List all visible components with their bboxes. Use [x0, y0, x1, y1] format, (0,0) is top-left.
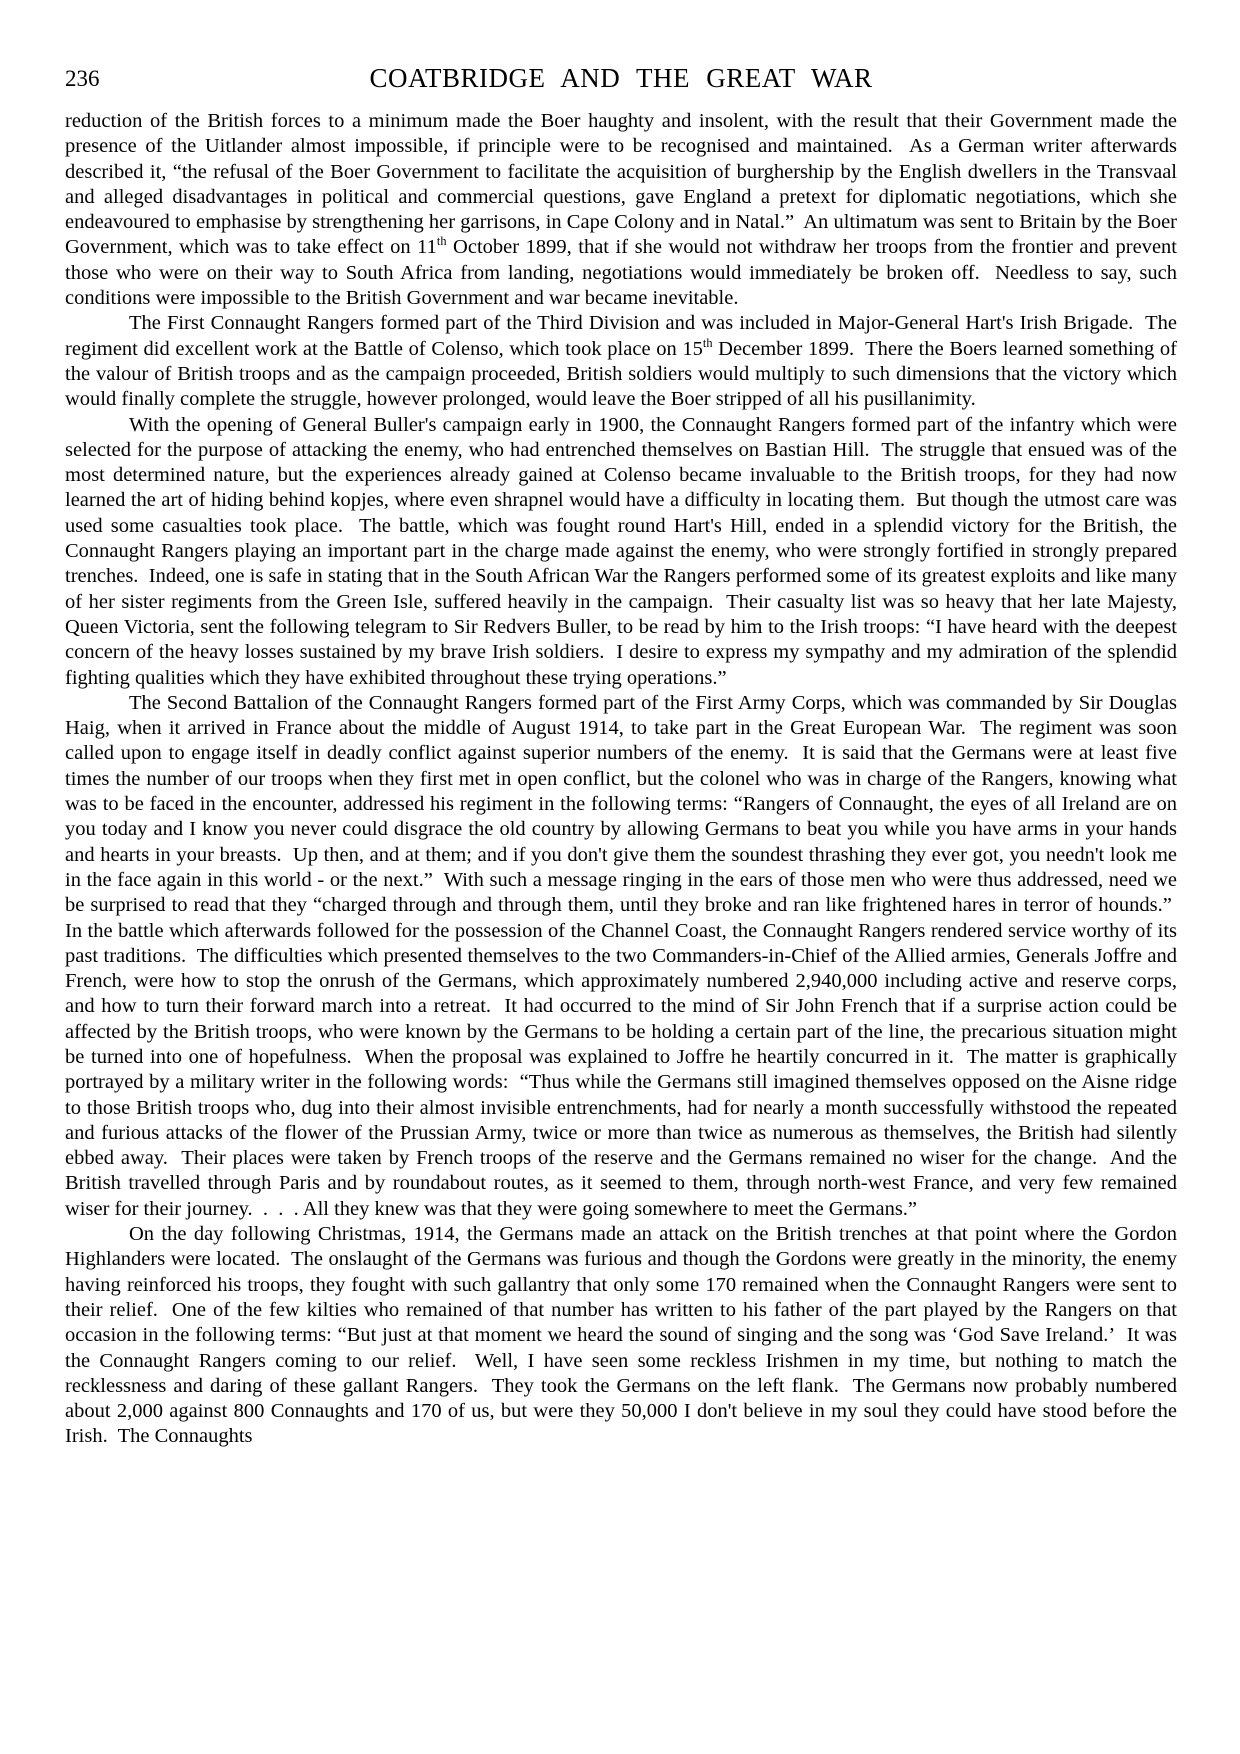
paragraph-text: October 1899, that if she would not withdraw her troops from the frontier and prevent those who were on their way to South Africa from landing, negotiations would immediately be broken off. Needless to say, such conditions were impossible to the British Government and war became inevitable.	[65, 236, 1177, 310]
paragraph	[65, 413, 1177, 691]
paragraph	[65, 311, 1177, 412]
paragraph	[65, 691, 1177, 1222]
page-title: COATBRIDGE AND THE GREAT WAR	[369, 63, 873, 93]
paragraph-text: On the day following Christmas, 1914, the Germans made an attack on the British trenches at that point where the Gordon Highlanders were located. The onslaught of the Germans was furious and though the Gordons were greatly in the minority, the enemy having reinforced his troops, they fought with such gallantry that only some 170 remained when the Connaught Rangers were sent to their relief. One of the few kilties who remained of that number has written to his father of the part played by the Rangers on that occasion in the following terms: “But just at that moment we heard the sound of singing and the song was ‘God Save Ireland.’ It was the Connaught Rangers coming to our relief. Well, I have seen some reckless Irishmen in my time, but nothing to match the recklessness and daring of these gallant Rangers. They took the Germans on the left flank. The Germans now probably numbered about 2,000 against 800 Connaughts and 170 of us, but were they 50,000 I don't believe in my soul they could have stood before the Irish. The Connaughts	[65, 1223, 1177, 1448]
ordinal-superscript: th	[702, 335, 713, 350]
paragraph-text: The First Connaught Rangers formed part of the Third Division and was included in Major-General Hart's Irish Brigade. The regiment did excellent work at the Battle of Colenso, which took place on 15	[65, 312, 1177, 360]
paragraph	[65, 1222, 1177, 1450]
paragraph	[65, 109, 1177, 311]
ordinal-superscript: th	[436, 234, 447, 249]
page-header	[65, 60, 1177, 96]
paragraph-text: December 1899. There the Boers learned something of the valour of British troops and as the campaign proceeded, British soldiers would multiply to such dimensions that the victory which would finally complete the struggle, however prolonged, would leave the Boer stripped of all his pusillanimity.	[65, 337, 1177, 411]
paragraph-text: reduction of the British forces to a minimum made the Boer haughty and insolent, with the result that their Government made the presence of the Uitlander almost impossible, if principle were to be recognised and maintained. As a German writer afterwards described it, “the refusal of the Boer Government to facilitate the acquisition of burghership by the English dwellers in the Transvaal and alleged disadvantages in political and commercial questions, gave England a pretext for diplomatic negotiations, which she endeavoured to emphasise by strengthening her garrisons, in Cape Colony and in Natal.” An ultimatum was sent to Britain by the Boer Government, which was to take effect on 11	[65, 110, 1177, 259]
page-number: 236	[65, 66, 100, 91]
paragraph-text: With the opening of General Buller's campaign early in 1900, the Connaught Rangers formed part of the infantry which were selected for the purpose of attacking the enemy, who had entrenched themselves on Bastian Hill. The struggle that ensued was of the most determined nature, but the experiences already gained at Colenso became invaluable to the British troops, for they had now learned the art of hiding behind kopjes, where even shrapnel would have a difficulty in locating them. But though the utmost care was used some casualties took place. The battle, which was fought round Hart's Hill, ended in a splendid victory for the British, the Connaught Rangers playing an important part in the charge made against the enemy, who were strongly fortified in strongly prepared trenches. Indeed, one is safe in stating that in the South African War the Rangers performed some of its greatest exploits and like many of her sister regiments from the Green Isle, suffered heavily in the campaign. Their casualty list was so heavy that her late Majesty, Queen Victoria, sent the following telegram to Sir Redvers Buller, to be read by him to the Irish troops: “I have heard with the deepest concern of the heavy losses sustained by my brave Irish soldiers. I desire to express my sympathy and my admiration of the splendid fighting qualities which they have exhibited throughout these trying operations.”	[65, 413, 1177, 689]
text-body	[65, 109, 1177, 1450]
paragraph-text: The Second Battalion of the Connaught Rangers formed part of the First Army Corps, which was commanded by Sir Douglas Haig, when it arrived in France about the middle of August 1914, to take part in the Great European War. The regiment was soon called upon to engage itself in deadly conflict against superior numbers of the enemy. It is said that the Germans were at least five times the number of our troops when they first met in open conflict, but the colonel who was in charge of the Rangers, knowing what was to be faced in the encounter, addressed his regiment in the following terms: “Rangers of Connaught, the eyes of all Ireland are on you today and I know you never could disgrace the old country by allowing Germans to beat you while you have arms in your hands and hearts in your breasts. Up then, and at them; and if you don't give them the soundest thrashing they ever got, you needn't look me in the face again in this world - or the next.” With such a message ringing in the ears of those men who were thus addressed, need we be surprised to read that they “charged through and through them, until they broke and ran like frightened hares in terror of hounds.” In the battle which afterwards followed for the possession of the Channel Coast, the Connaught Rangers rendered service worthy of its past traditions. The difficulties which presented themselves to the two Commanders-in-Chief of the Allied armies, Generals Joffre and French, were how to stop the onrush of the Germans, which approximately numbered 2,940,000 including active and reserve corps, and how to turn their forward march into a retreat. It had occurred to the mind of Sir John French that if a surprise action could be affected by the British troops, who were known by the Germans to be holding a certain part of the line, the precarious situation might be turned into one of hopefulness. When the proposal was explained to Joffre he heartily concurred in it. The matter is graphically portrayed by a military writer in the following words: “Thus while the Germans still imagined themselves opposed on the Aisne ridge to those British troops who, dug into their almost invisible entrenchments, had for nearly a month successfully withstood the repeated and furious attacks of the flower of the Prussian Army, twice or more than twice as numerous as themselves, the British had silently ebbed away. Their places were taken by French troops of the reserve and the Germans remained no wiser for the change. And the British travelled through Paris and by roundabout routes, as it seemed to them, through north-west France, and very few remained wiser for their journey. . . . All they knew was that they were going somewhere to meet the Germans.”	[65, 691, 1177, 1220]
